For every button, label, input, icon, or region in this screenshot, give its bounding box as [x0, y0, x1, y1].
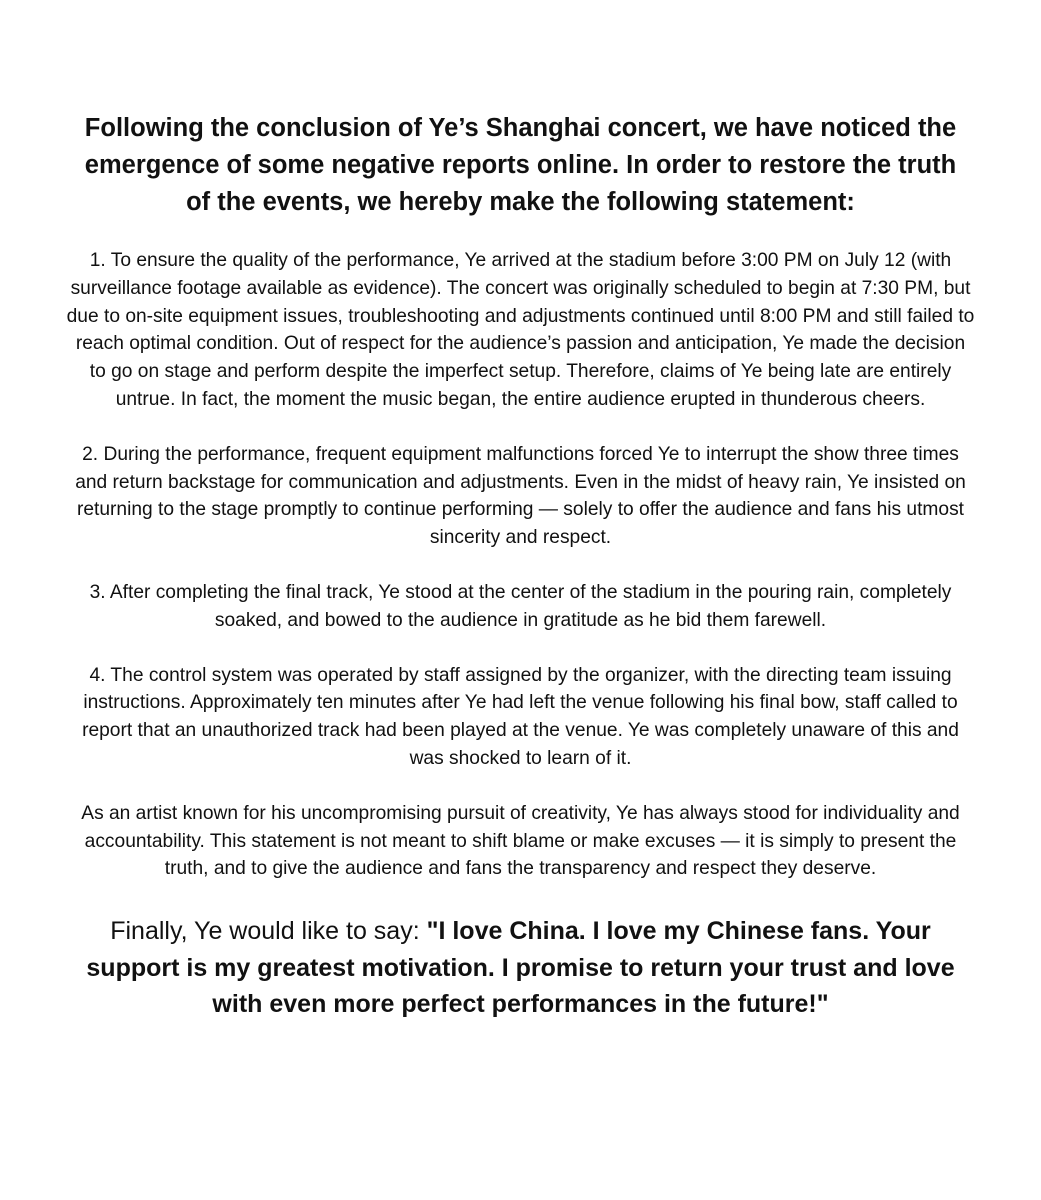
statement-point-2: 2. During the performance, frequent equipment malfunctions forced Ye to interrupt the show three times and return backstage for communication and adjustments. Even in the midst of heavy rain, Ye insisted on returning to the stage promptly to continue performing — solely to offer the audience and fans his utmost sincerity and respect. — [75, 443, 966, 549]
closing-message — [61, 913, 981, 1023]
statement-point-3: 3. After completing the final track, Ye stood at the center of the stadium in the pouring rain, completely soaked, and bowed to the audience in gratitude as he bid them farewell. — [89, 581, 952, 631]
statement-body — [60, 247, 981, 883]
statement-point-4: 4. The control system was operated by staff assigned by the organizer, with the directing team issuing instructions. Approximately ten minutes after Ye had left the venue following his final bow, staff called to report that an unauthorized track had been played at the venue. Ye was completely unaware of this and was shocked to learn of it. — [82, 664, 959, 769]
statement-point-1: 1. To ensure the quality of the performance, Ye arrived at the stadium before 3:00 PM on July 12 (with surveillance footage available as evidence). The concert was originally scheduled to begin at 7:30 PM, but due to on-site equipment issues, troubleshooting and adjustments continued until 8:00 PM and still failed to reach optimal condition. Out of respect for the audience’s passion and anticipation, Ye made the decision to go on stage and perform despite the imperfect setup. Therefore, claims of Ye being late are entirely untrue. In fact, the moment the music began, the entire audience erupted in thunderous cheers. — [66, 250, 975, 410]
closing-quote: "I love China. I love my Chinese fans. Your support is my greatest motivation. I promise to return your trust and love with even more perfect performances in the future!" — [86, 917, 955, 1019]
statement-headline: Following the conclusion of Ye’s Shanghai concert, we have noticed the emergence of some negative reports online. In order to restore the truth of the events, we hereby make the following statement: — [84, 114, 957, 216]
statement-conclusion: As an artist known for his uncompromising pursuit of creativity, Ye has always stood for individuality and accountability. This statement is not meant to shift blame or make excuses — it is simply to present the truth, and to give the audience and fans the transparency and respect they deserve. — [81, 802, 960, 880]
closing-intro: Finally, Ye would like to say: — [110, 917, 427, 946]
